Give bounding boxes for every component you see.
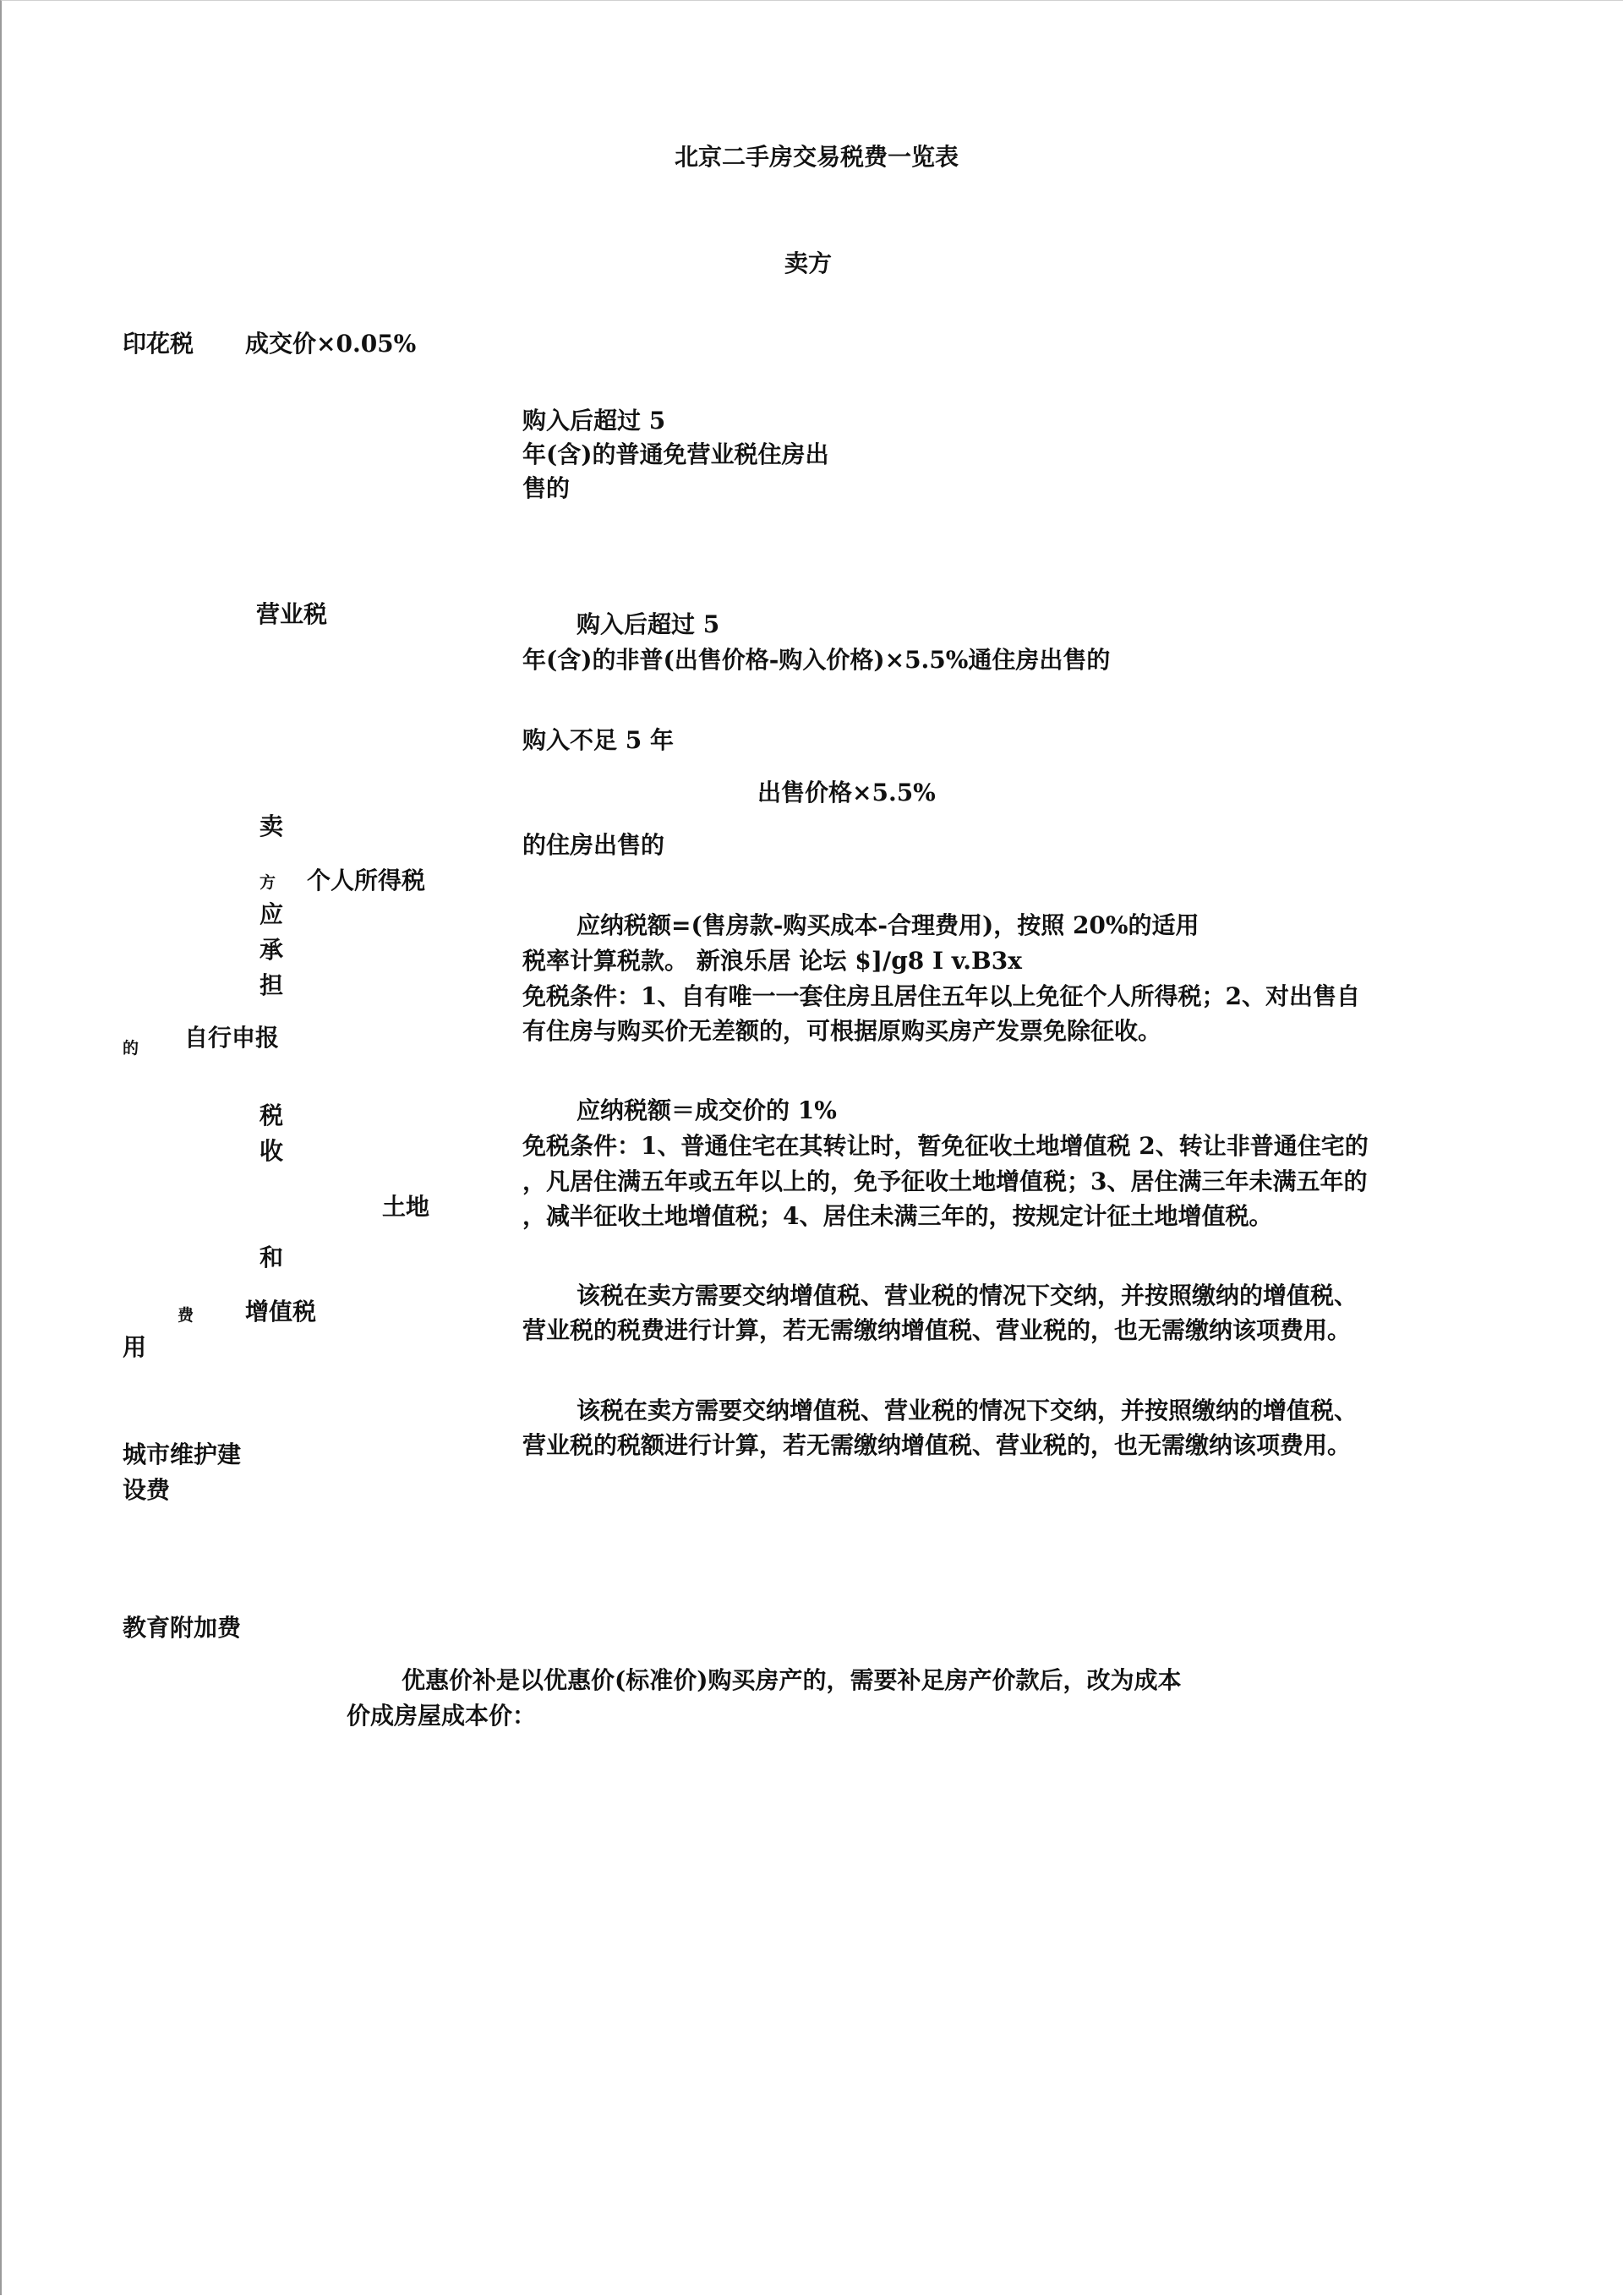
side-char-de: 的: [123, 1039, 139, 1058]
side-char-fei: 费: [178, 1306, 194, 1325]
income-tax-label: 个人所得税: [307, 866, 426, 894]
business-tax-case-1-line: 年(含)的普通免营业税住房出: [522, 440, 829, 468]
fee-note-2-line-1: 该税在卖方需要交纳增值税、营业税的情况下交纳，并按照缴纳的增值税、: [577, 1397, 1358, 1424]
stamp-tax-formula: 成交价×0.05%: [245, 330, 417, 358]
land-vat-label-top: 土地: [382, 1193, 430, 1221]
fee-note-2-line-2: 营业税的税额进行计算，若无需缴纳增值税、营业税的，也无需缴纳该项费用。: [522, 1431, 1352, 1459]
land-vat-line-4: ，减半征收土地增值税；4、居住未满三年的，按规定计征土地增值税。: [522, 1202, 1273, 1230]
urban-maintenance-line-1: 城市维护建: [123, 1440, 242, 1468]
business-tax-case-3-line-2: 的住房出售的: [522, 831, 665, 859]
side-char-ying: 应: [260, 900, 284, 928]
income-tax-line-2: 税率计算税款。 新浪乐居 论坛 $]/g8 I v.B3x: [522, 947, 1022, 975]
stamp-tax-label: 印花税: [123, 330, 194, 358]
business-tax-case-3-formula: 出售价格×5.5%: [757, 779, 936, 806]
education-fee-label: 教育附加费: [123, 1614, 242, 1642]
discount-note-line-2: 价成房屋成本价：: [347, 1702, 537, 1730]
fee-note-1-line-2: 营业税的税费进行计算，若无需缴纳增值税、营业税的，也无需缴纳该项费用。: [522, 1316, 1352, 1344]
business-tax-case-2-line-1: 购入后超过 5: [577, 610, 720, 638]
self-declare-label: 自行申报: [184, 1024, 280, 1052]
income-tax-line-4: 有住房与购买价无差额的，可根据原购买房产发票免除征收。: [522, 1017, 1162, 1045]
side-char-yong: 用: [123, 1333, 147, 1361]
side-char-mai: 卖: [260, 812, 284, 840]
business-tax-case-1-line: 购入后超过 5: [522, 407, 666, 435]
income-tax-line-3: 免税条件：1、自有唯一一套住房且居住五年以上免征个人所得税；2、对出售自: [522, 982, 1360, 1010]
side-char-fang: 方: [260, 873, 276, 892]
discount-note-line-1: 优惠价补是以优惠价(标准价)购买房产的，需要补足房产价款后，改为成本: [402, 1666, 1182, 1694]
page-title: 北京二手房交易税费一览表: [675, 143, 959, 171]
business-tax-case-1-line: 售的: [522, 474, 571, 502]
side-char-he: 和: [260, 1244, 284, 1271]
business-tax-case-2-line-2: 年(含)的非普(出售价格-购入价格)×5.5%通住房出售的: [522, 646, 1111, 674]
income-tax-line-1: 应纳税额=(售房款-购买成本-合理费用)，按照 20%的适用: [577, 911, 1199, 939]
section-heading-seller: 卖方: [784, 249, 833, 277]
side-char-dan: 担: [260, 971, 284, 999]
land-vat-line-2: 免税条件：1、普通住宅在其转让时，暂免征收土地增值税 2、转让非普通住宅的: [522, 1132, 1369, 1160]
side-char-shou: 收: [260, 1137, 284, 1165]
land-vat-line-1: 应纳税额＝成交价的 1%: [577, 1096, 837, 1124]
land-vat-label-bottom: 增值税: [245, 1298, 317, 1326]
business-tax-case-1: [522, 404, 829, 506]
business-tax-label: 营业税: [256, 600, 328, 628]
urban-maintenance-line-2: 设费: [123, 1476, 171, 1504]
side-char-shui: 税: [260, 1102, 284, 1129]
land-vat-line-3: ，凡居住满五年或五年以上的，免予征收土地增值税；3、居住满三年未满五年的: [522, 1167, 1368, 1195]
fee-note-1-line-1: 该税在卖方需要交纳增值税、营业税的情况下交纳，并按照缴纳的增值税、: [577, 1282, 1358, 1309]
side-char-cheng: 承: [260, 936, 284, 964]
business-tax-case-3-line-1: 购入不足 5 年: [522, 726, 674, 754]
